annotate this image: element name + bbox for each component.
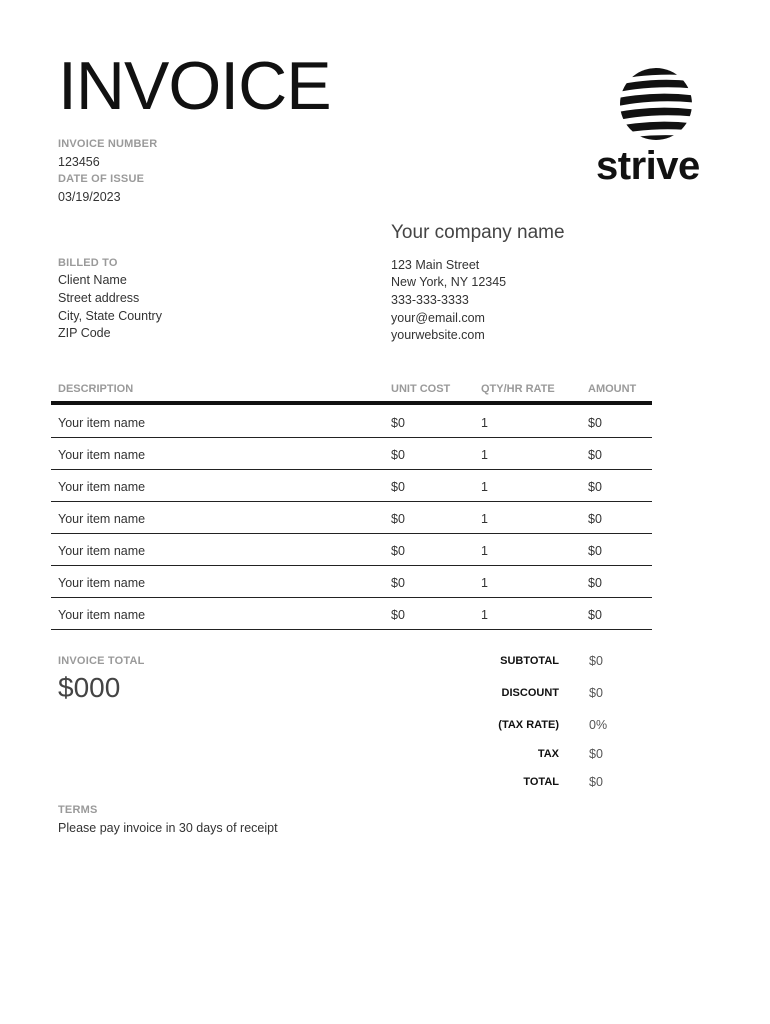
cell-unit-cost: $0 (391, 576, 405, 590)
cell-description: Your item name (58, 480, 146, 494)
client-zip: ZIP Code (58, 326, 111, 340)
header-amount: AMOUNT (588, 383, 637, 395)
date-of-issue-label: DATE OF ISSUE (58, 173, 145, 185)
logo-wordmark: strive (596, 144, 700, 188)
billed-to-label: BILLED TO (58, 257, 118, 269)
cell-qty: 1 (481, 448, 488, 462)
cell-unit-cost: $0 (391, 416, 405, 430)
cell-amount: $0 (588, 512, 602, 526)
table-row (51, 406, 652, 438)
cell-amount: $0 (588, 576, 602, 590)
date-of-issue: 03/19/2023 (58, 190, 121, 204)
invoice-number-label: INVOICE NUMBER (58, 138, 158, 150)
cell-qty: 1 (481, 416, 488, 430)
table-row (51, 502, 652, 534)
cell-description: Your item name (58, 512, 146, 526)
tax-rate-label: (TAX RATE) (498, 719, 559, 731)
company-email: your@email.com (391, 311, 485, 325)
cell-unit-cost: $0 (391, 512, 405, 526)
invoice-total-value: $000 (58, 672, 121, 703)
cell-qty: 1 (481, 608, 488, 622)
subtotal-value: $0 (589, 654, 603, 668)
discount-label: DISCOUNT (501, 687, 559, 699)
invoice-total-label: INVOICE TOTAL (58, 655, 145, 667)
invoice-number: 123456 (58, 155, 100, 169)
cell-unit-cost: $0 (391, 608, 405, 622)
cell-description: Your item name (58, 448, 146, 462)
cell-qty: 1 (481, 544, 488, 558)
cell-qty: 1 (481, 480, 488, 494)
cell-amount: $0 (588, 544, 602, 558)
client-street: Street address (58, 291, 140, 305)
cell-amount: $0 (588, 416, 602, 430)
cell-unit-cost: $0 (391, 480, 405, 494)
table-row (51, 598, 652, 630)
total-label: TOTAL (523, 776, 559, 788)
header-unit-cost: UNIT COST (391, 383, 451, 395)
cell-description: Your item name (58, 608, 146, 622)
company-name: Your company name (391, 222, 565, 243)
client-name: Client Name (58, 273, 127, 287)
table-row (51, 438, 652, 470)
cell-amount: $0 (588, 480, 602, 494)
cell-unit-cost: $0 (391, 448, 405, 462)
header-description: DESCRIPTION (58, 383, 134, 395)
total-value: $0 (589, 775, 603, 789)
tax-value: $0 (589, 747, 603, 761)
cell-description: Your item name (58, 544, 146, 558)
tax-label: TAX (537, 748, 559, 760)
cell-unit-cost: $0 (391, 544, 405, 558)
cell-description: Your item name (58, 416, 146, 430)
terms-label: TERMS (58, 804, 98, 816)
company-street: 123 Main Street (391, 258, 480, 272)
header-qty: QTY/HR RATE (481, 383, 555, 395)
company-city: New York, NY 12345 (391, 275, 507, 289)
subtotal-label: SUBTOTAL (500, 655, 559, 667)
cell-amount: $0 (588, 448, 602, 462)
striped-globe-icon (618, 66, 694, 142)
terms-text: Please pay invoice in 30 days of receipt (58, 821, 278, 835)
invoice-title: INVOICE (58, 48, 331, 124)
client-city: City, State Country (58, 309, 162, 323)
cell-description: Your item name (58, 576, 146, 590)
discount-value: $0 (589, 686, 603, 700)
cell-amount: $0 (588, 608, 602, 622)
tax-rate-value: 0% (589, 718, 608, 732)
cell-qty: 1 (481, 576, 488, 590)
table-row (51, 470, 652, 502)
table-header-rule (51, 401, 652, 405)
company-phone: 333-333-3333 (391, 293, 469, 307)
company-website: yourwebsite.com (391, 328, 485, 342)
table-row (51, 566, 652, 598)
cell-qty: 1 (481, 512, 488, 526)
table-row (51, 534, 652, 566)
